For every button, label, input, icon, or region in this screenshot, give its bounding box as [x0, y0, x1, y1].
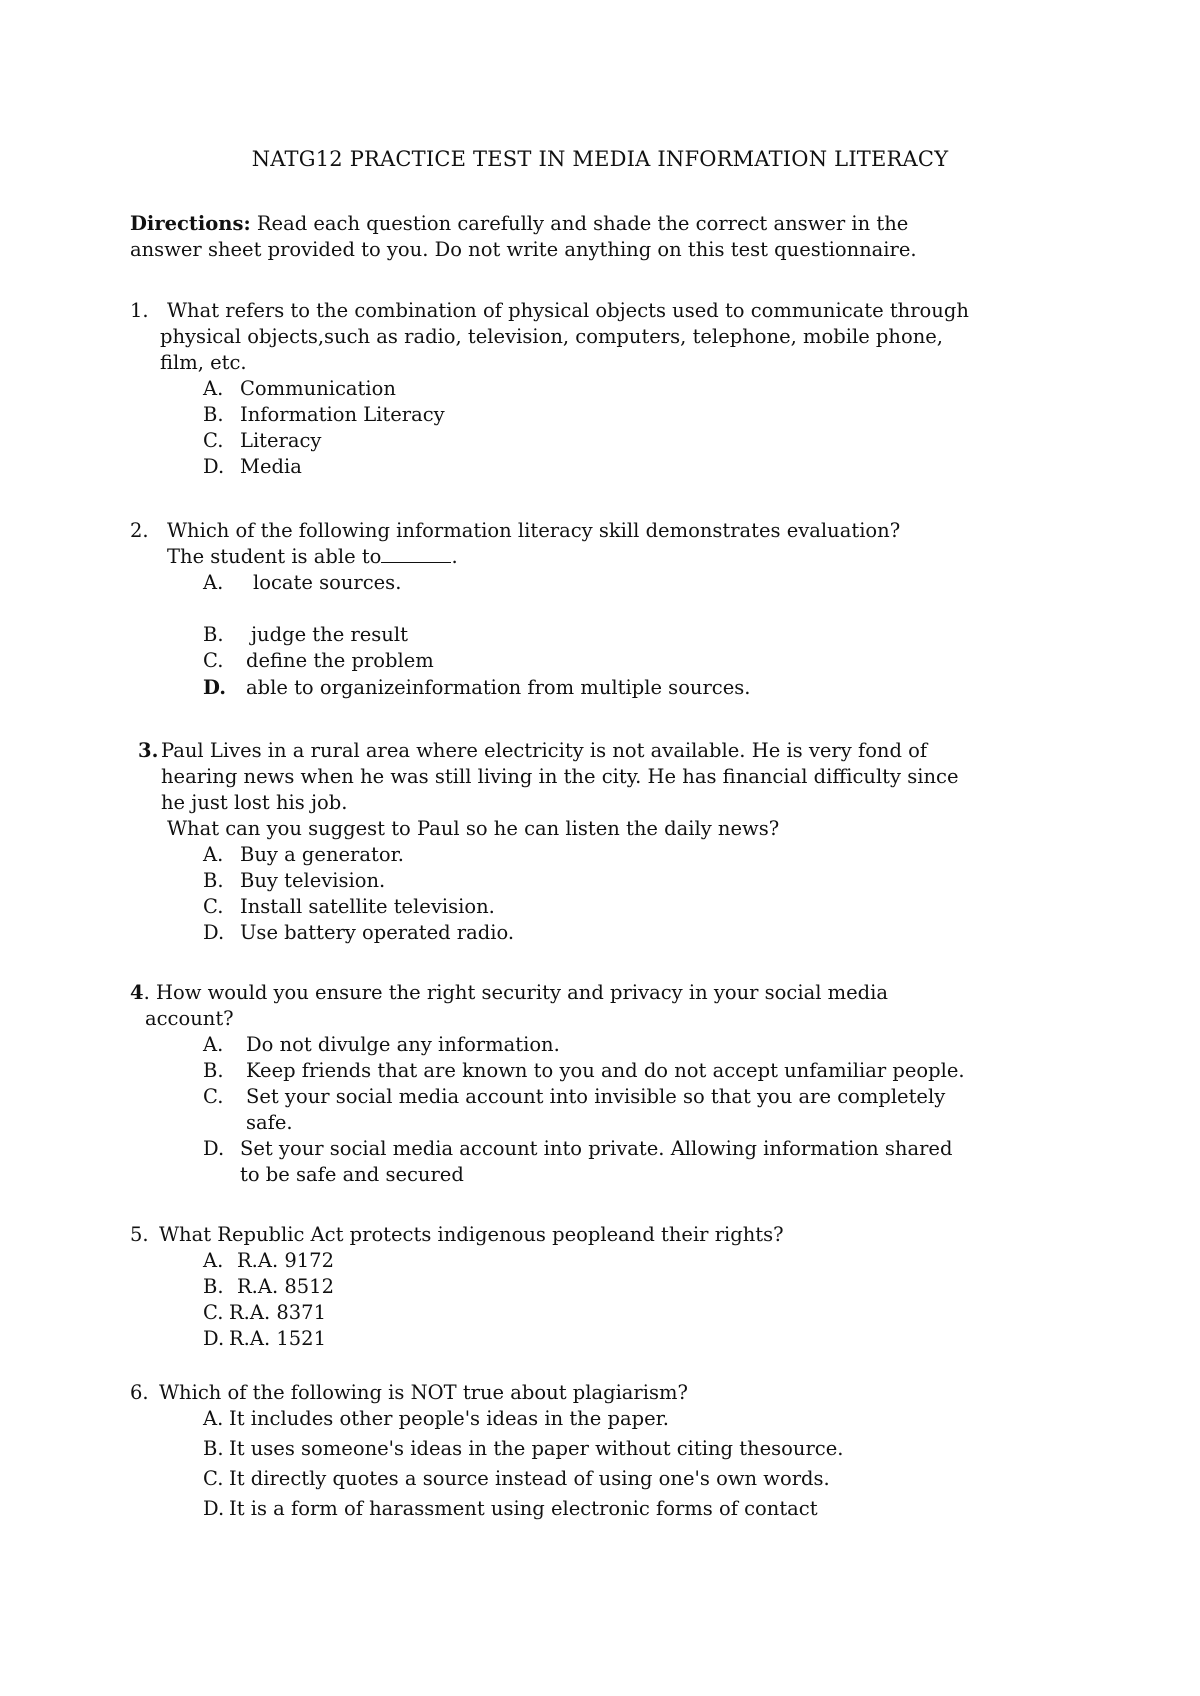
q6-option-d-letter: D.	[203, 1497, 225, 1520]
q2-option-a-letter: A.	[203, 571, 224, 594]
q3-option-c-letter: C.	[203, 895, 224, 918]
q3-line-4: What can you suggest to Paul so he can listen the daily news?	[167, 817, 780, 840]
q1-option-c-text: Literacy	[240, 429, 322, 452]
q3-option-d-text: Use battery operated radio.	[240, 921, 515, 944]
q2-option-d-text: able to organizeinformation from multiple sources.	[246, 676, 751, 699]
q4-option-d-text: Set your social media account into private. Allowing information shared	[240, 1137, 953, 1160]
q2-option-c-letter: C.	[203, 649, 224, 672]
q6-option-a-letter: A.	[203, 1407, 224, 1430]
q4-line-2: account?	[145, 1007, 234, 1030]
q3-line-1: Paul Lives in a rural area where electricity is not available. He is very fond of	[161, 739, 928, 762]
q3-line-2: hearing news when he was still living in the city. He has financial difficulty since	[161, 765, 959, 788]
q6-number: 6.	[130, 1381, 149, 1404]
q4-option-a-text: Do not divulge any information.	[246, 1033, 560, 1056]
q4-option-d-text-2: to be safe and secured	[240, 1163, 464, 1186]
q1-option-c-letter: C.	[203, 429, 224, 452]
q1-line-2: physical objects,such as radio, television, computers, telephone, mobile phone,	[160, 325, 944, 348]
q3-option-b-text: Buy television.	[240, 869, 386, 892]
q5-option-d-letter: D.	[203, 1327, 225, 1350]
q2-option-a-text: locate sources.	[253, 571, 402, 594]
directions-label: Directions:	[130, 212, 251, 235]
q4-line-1	[130, 980, 888, 1006]
q3-option-a-text: Buy a generator.	[240, 843, 404, 866]
directions-text-1: Read each question carefully and shade the correct answer in the	[250, 212, 909, 235]
q4-option-c-text-2: safe.	[246, 1111, 293, 1134]
q2-line-1: Which of the following information literacy skill demonstrates evaluation?	[167, 519, 901, 542]
q5-option-b-text: R.A. 8512	[237, 1275, 334, 1298]
q1-option-a-text: Communication	[240, 377, 396, 400]
q3-number: 3.	[138, 739, 159, 762]
q6-option-a-text: It includes other people's ideas in the paper.	[229, 1407, 669, 1430]
q4-option-d-letter: D.	[203, 1137, 225, 1160]
answer-blank	[381, 546, 451, 563]
q5-option-c-text: R.A. 8371	[229, 1301, 326, 1324]
q6-option-b-text: It uses someone's ideas in the paper without citing thesource.	[229, 1437, 844, 1460]
q3-option-b-letter: B.	[203, 869, 224, 892]
q5-option-b-letter: B.	[203, 1275, 224, 1298]
q2-number: 2.	[130, 519, 149, 542]
q2-line-2	[167, 544, 458, 570]
q1-number: 1.	[130, 299, 149, 322]
q1-option-b-letter: B.	[203, 403, 224, 426]
q2-line-2-text: The student is able to	[167, 545, 382, 568]
q1-line-3: film, etc.	[160, 351, 247, 374]
q2-option-d-letter: D.	[203, 676, 227, 699]
q4-option-b-text: Keep friends that are known to you and do not accept unfamiliar people.	[246, 1059, 965, 1082]
q4-line-1-text: . How would you ensure the right security and privacy in your social media	[143, 981, 889, 1004]
q1-option-d-text: Media	[240, 455, 302, 478]
q5-option-a-letter: A.	[203, 1249, 224, 1272]
q2-option-c-text: define the problem	[246, 649, 434, 672]
q5-number: 5.	[130, 1223, 149, 1246]
q3-line-3: he just lost his job.	[161, 791, 348, 814]
directions-line-2: answer sheet provided to you. Do not write anything on this test questionnaire.	[130, 238, 917, 261]
q6-line-1: Which of the following is NOT true about plagiarism?	[159, 1381, 688, 1404]
q5-line-1: What Republic Act protects indigenous peopleand their rights?	[159, 1223, 784, 1246]
q6-option-d-text: It is a form of harassment using electronic forms of contact	[229, 1497, 818, 1520]
q4-option-a-letter: A.	[203, 1033, 224, 1056]
q2-option-b-text: judge the result	[251, 623, 408, 646]
directions-line-1	[130, 211, 908, 237]
q1-option-d-letter: D.	[203, 455, 225, 478]
q5-option-d-text: R.A. 1521	[229, 1327, 326, 1350]
q4-option-b-letter: B.	[203, 1059, 224, 1082]
q4-option-c-text: Set your social media account into invisible so that you are completely	[246, 1085, 946, 1108]
q4-number: 4	[130, 981, 144, 1004]
q1-line-1: What refers to the combination of physical objects used to communicate through	[167, 299, 969, 322]
q2-line-2-end: .	[451, 545, 458, 568]
q3-option-a-letter: A.	[203, 843, 224, 866]
q3-option-c-text: Install satellite television.	[240, 895, 495, 918]
q3-option-d-letter: D.	[203, 921, 225, 944]
page-title: NATG12 PRACTICE TEST IN MEDIA INFORMATION LITERACY	[251, 147, 949, 171]
q1-option-a-letter: A.	[203, 377, 224, 400]
q6-option-c-text: It directly quotes a source instead of using one's own words.	[229, 1467, 830, 1490]
q6-option-c-letter: C.	[203, 1467, 224, 1490]
q5-option-c-letter: C.	[203, 1301, 224, 1324]
q1-option-b-text: Information Literacy	[240, 403, 445, 426]
q2-option-b-letter: B.	[203, 623, 224, 646]
q4-option-c-letter: C.	[203, 1085, 224, 1108]
q6-option-b-letter: B.	[203, 1437, 224, 1460]
q5-option-a-text: R.A. 9172	[237, 1249, 334, 1272]
